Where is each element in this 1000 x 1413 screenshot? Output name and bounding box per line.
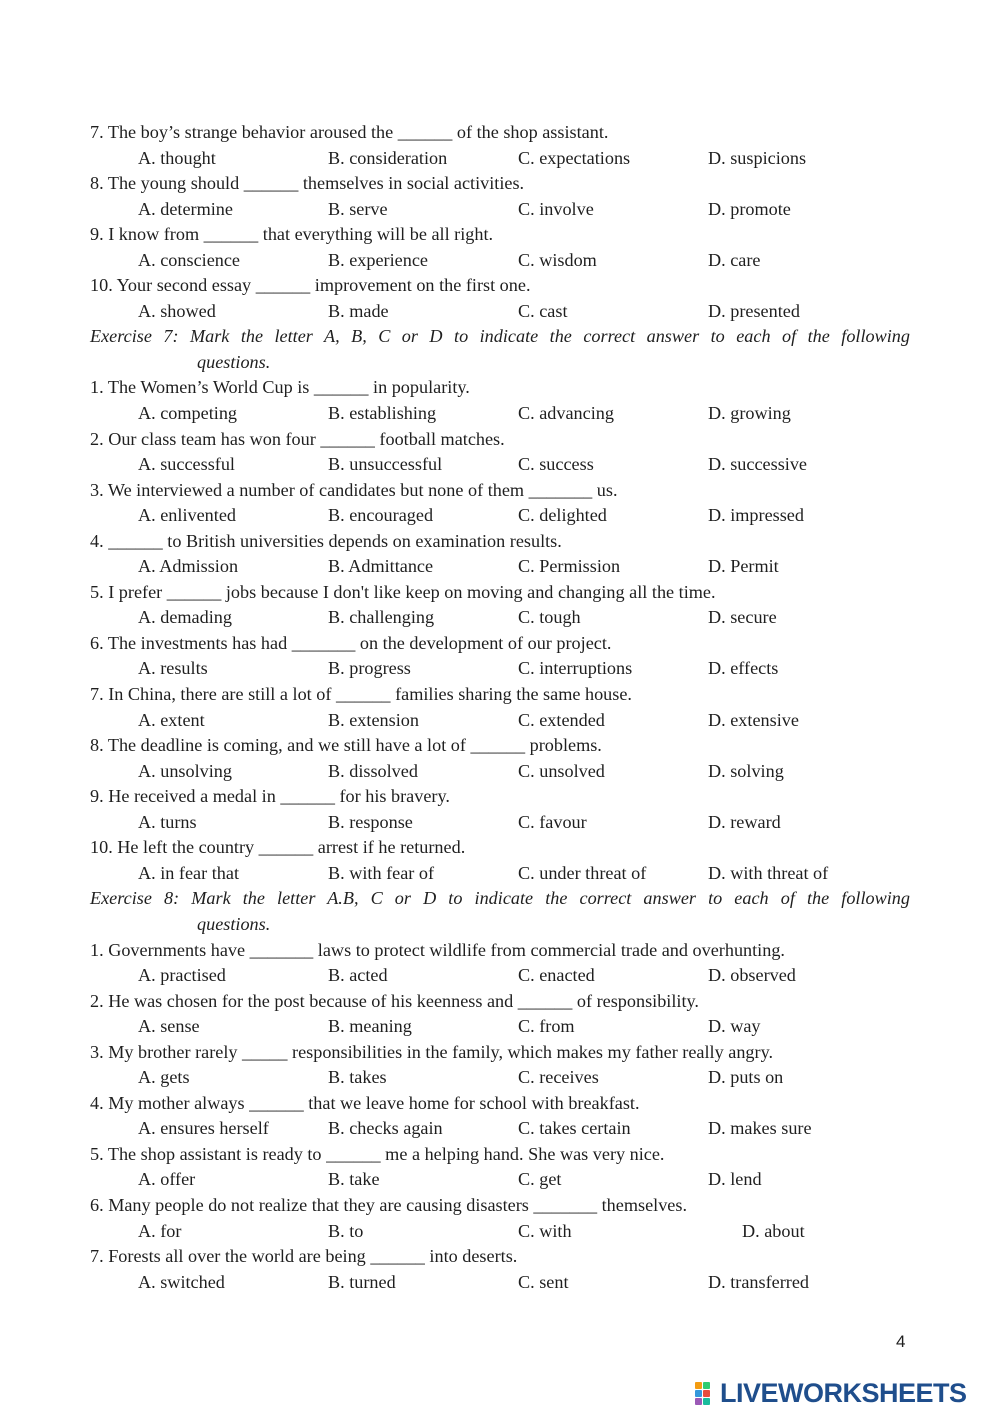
answer-option-a[interactable]: A. practised — [138, 965, 226, 986]
answer-option-c[interactable]: C. with — [518, 1220, 572, 1241]
answer-option-c[interactable]: C. receives — [518, 1067, 599, 1088]
answer-options-row — [90, 656, 910, 682]
answer-option-c[interactable]: C. tough — [518, 607, 581, 628]
answer-option-a[interactable]: A. in fear that — [138, 862, 239, 883]
answer-option-c[interactable]: C. get — [518, 1169, 562, 1190]
answer-option-c[interactable]: C. involve — [518, 198, 594, 219]
answer-option-a[interactable]: A. offer — [138, 1169, 196, 1190]
answer-option-d[interactable]: D. makes sure — [708, 1118, 812, 1139]
answer-option-b[interactable]: B. extension — [328, 709, 419, 730]
answer-options-row — [90, 248, 910, 274]
answer-option-d[interactable]: D. suspicions — [708, 147, 807, 168]
answer-option-c[interactable]: C. wisdom — [518, 249, 597, 270]
answer-option-c[interactable]: C. delighted — [518, 505, 607, 526]
answer-option-b[interactable]: B. progress — [328, 658, 411, 679]
answer-option-b[interactable]: B. turned — [328, 1271, 396, 1292]
answer-option-b[interactable]: B. with fear of — [328, 862, 435, 883]
answer-option-a[interactable]: A. gets — [138, 1067, 190, 1088]
answer-options-row — [90, 452, 910, 478]
answer-options-row — [90, 1219, 910, 1245]
answer-option-a[interactable]: A. ensures herself — [138, 1118, 269, 1139]
answer-option-c[interactable]: C. from — [518, 1016, 575, 1037]
question-text: 1. Governments have _______ laws to protect wildlife from commercial trade and overhunting. — [90, 939, 785, 960]
answer-option-b[interactable]: B. acted — [328, 965, 388, 986]
answer-option-d[interactable]: D. promote — [708, 198, 791, 219]
question-text: 10. Your second essay ______ improvement on the first one. — [90, 275, 531, 296]
answer-option-a[interactable]: A. for — [138, 1220, 182, 1241]
liveworksheets-logo-icon — [695, 1382, 717, 1404]
answer-option-b[interactable]: B. response — [328, 811, 413, 832]
answer-options-row — [90, 759, 910, 785]
answer-option-a[interactable]: A. enlivented — [138, 505, 236, 526]
question-text: 6. Many people do not realize that they are causing disasters _______ themselves. — [90, 1194, 687, 1215]
question-text: 9. I know from ______ that everything will be all right. — [90, 224, 494, 245]
answer-option-a[interactable]: A. extent — [138, 709, 205, 730]
answer-option-d[interactable]: D. impressed — [708, 505, 804, 526]
answer-option-d[interactable]: D. extensive — [708, 709, 799, 730]
answer-option-b[interactable]: B. encouraged — [328, 505, 434, 526]
answer-option-b[interactable]: B. experience — [328, 249, 428, 270]
answer-option-a[interactable]: A. successful — [138, 454, 235, 475]
question-text: 3. We interviewed a number of candidates but none of them _______ us. — [90, 479, 618, 500]
answer-option-c[interactable]: C. enacted — [518, 965, 595, 986]
question-text: 6. The investments has had _______ on the development of our project. — [90, 632, 612, 653]
answer-option-c[interactable]: C. interruptions — [518, 658, 633, 679]
answer-option-c[interactable]: C. sent — [518, 1271, 569, 1292]
answer-option-a[interactable]: A. turns — [138, 811, 197, 832]
answer-option-b[interactable]: B. unsuccessful — [328, 454, 443, 475]
exercise-content — [90, 120, 910, 1295]
question-text: 10. He left the country ______ arrest if he returned. — [90, 837, 466, 858]
answer-options-row — [90, 299, 910, 325]
question-text: 7. Forests all over the world are being ______ into deserts. — [90, 1246, 518, 1267]
answer-option-b[interactable]: B. establishing — [328, 403, 437, 424]
answer-options-row — [90, 401, 910, 427]
answer-option-d[interactable]: D. care — [708, 249, 761, 270]
answer-option-a[interactable]: A. unsolving — [138, 760, 232, 781]
answer-option-d[interactable]: D. secure — [708, 607, 777, 628]
answer-option-d[interactable]: D. Permit — [708, 556, 779, 577]
answer-option-b[interactable]: B. made — [328, 300, 389, 321]
question-text: 2. Our class team has won four ______ football matches. — [90, 428, 505, 449]
question-text: 7. The boy’s strange behavior aroused the ______ of the shop assistant. — [90, 122, 609, 142]
answer-option-c[interactable]: C. Permission — [518, 556, 621, 577]
answer-option-c[interactable]: C. cast — [518, 300, 568, 321]
question-text: 1. The Women’s World Cup is ______ in popularity. — [90, 377, 470, 398]
answer-option-b[interactable]: B. meaning — [328, 1016, 412, 1037]
answer-option-d[interactable]: D. about — [742, 1220, 805, 1241]
answer-option-c[interactable]: C. unsolved — [518, 760, 605, 781]
answer-options-row — [90, 554, 910, 580]
exercise-instruction: Exercise 7: Mark the letter A, B, C or D to indicate the correct answer to each of the following — [90, 326, 910, 347]
answer-option-a[interactable]: A. thought — [138, 147, 216, 168]
answer-option-a[interactable]: A. Admission — [138, 556, 239, 577]
answer-option-a[interactable]: A. competing — [138, 403, 238, 424]
answer-option-a[interactable]: A. sense — [138, 1016, 200, 1037]
answer-options-row — [90, 146, 910, 172]
question-text: 5. I prefer ______ jobs because I don't like keep on moving and changing all the time. — [90, 581, 716, 602]
answer-option-a[interactable]: A. results — [138, 658, 208, 679]
question-text: 7. In China, there are still a lot of ______ families sharing the same house. — [90, 684, 632, 705]
answer-option-c[interactable]: C. advancing — [518, 403, 614, 424]
answer-options-row — [90, 1167, 910, 1193]
question-text: 4. My mother always ______ that we leave home for school with breakfast. — [90, 1092, 640, 1113]
answer-options-row — [90, 503, 910, 529]
answer-options-row — [90, 605, 910, 631]
answer-option-d[interactable]: D. way — [708, 1016, 761, 1037]
answer-option-d[interactable]: D. reward — [708, 811, 781, 832]
answer-option-b[interactable]: B. takes — [328, 1067, 387, 1088]
answer-option-d[interactable]: D. puts on — [708, 1067, 784, 1088]
answer-option-b[interactable]: B. take — [328, 1169, 380, 1190]
answer-option-c[interactable]: C. under threat of — [518, 862, 647, 883]
answer-option-a[interactable]: A. demading — [138, 607, 232, 628]
answer-options-row — [90, 810, 910, 836]
liveworksheets-logo-text: LIVEWORKSHEETS — [720, 1377, 967, 1408]
exercise-instruction-continued: questions. — [197, 913, 271, 934]
answer-option-b[interactable]: B. dissolved — [328, 760, 418, 781]
answer-options-row — [90, 1270, 910, 1296]
answer-option-d[interactable]: D. presented — [708, 300, 800, 321]
answer-option-b[interactable]: B. to — [328, 1220, 364, 1241]
answer-option-b[interactable]: B. challenging — [328, 607, 435, 628]
answer-options-row — [90, 1014, 910, 1040]
question-text: 8. The deadline is coming, and we still have a lot of ______ problems. — [90, 735, 602, 756]
answer-options-row — [90, 708, 910, 734]
answer-options-row — [90, 197, 910, 223]
page-number: 4 — [896, 1332, 906, 1351]
question-text: 5. The shop assistant is ready to ______ me a helping hand. She was very nice. — [90, 1143, 665, 1164]
answer-option-d[interactable]: D. solving — [708, 760, 784, 781]
answer-option-b[interactable]: B. serve — [328, 198, 388, 219]
question-text: 8. The young should ______ themselves in social activities. — [90, 173, 525, 194]
answer-option-a[interactable]: A. switched — [138, 1271, 225, 1292]
answer-option-b[interactable]: B. consideration — [328, 147, 448, 168]
answer-options-row — [90, 1116, 910, 1142]
exercise-instruction: Exercise 8: Mark the letter A.B, C or D to indicate the correct answer to each of the following — [90, 888, 910, 909]
answer-options-row — [90, 963, 910, 989]
answer-option-d[interactable]: D. transferred — [708, 1271, 809, 1292]
answer-option-d[interactable]: D. growing — [708, 403, 791, 424]
question-text: 4. ______ to British universities depends on examination results. — [90, 530, 562, 551]
answer-option-d[interactable]: D. lend — [708, 1169, 762, 1190]
answer-option-d[interactable]: D. effects — [708, 658, 779, 679]
question-text: 3. My brother rarely _____ responsibilities in the family, which makes my father really angry. — [90, 1041, 774, 1062]
answer-option-c[interactable]: C. takes certain — [518, 1118, 631, 1139]
answer-option-c[interactable]: C. extended — [518, 709, 605, 730]
answer-option-b[interactable]: B. Admittance — [328, 556, 434, 577]
answer-option-d[interactable]: D. observed — [708, 965, 796, 986]
exercise-instruction-continued: questions. — [197, 351, 271, 372]
question-text: 2. He was chosen for the post because of his keenness and ______ of responsibility. — [90, 990, 699, 1011]
answer-option-d[interactable]: D. with threat of — [708, 862, 829, 883]
answer-option-c[interactable]: C. favour — [518, 811, 587, 832]
liveworksheets-logo[interactable] — [695, 1377, 967, 1408]
answer-options-row — [90, 861, 910, 887]
answer-options-row — [90, 1065, 910, 1091]
answer-option-a[interactable]: A. conscience — [138, 249, 241, 270]
answer-option-c[interactable]: C. expectations — [518, 147, 631, 168]
answer-option-a[interactable]: A. showed — [138, 300, 216, 321]
answer-option-b[interactable]: B. checks again — [328, 1118, 443, 1139]
answer-option-a[interactable]: A. determine — [138, 198, 233, 219]
answer-option-c[interactable]: C. success — [518, 454, 594, 475]
question-text: 9. He received a medal in ______ for his bravery. — [90, 786, 450, 807]
answer-option-d[interactable]: D. successive — [708, 454, 807, 475]
